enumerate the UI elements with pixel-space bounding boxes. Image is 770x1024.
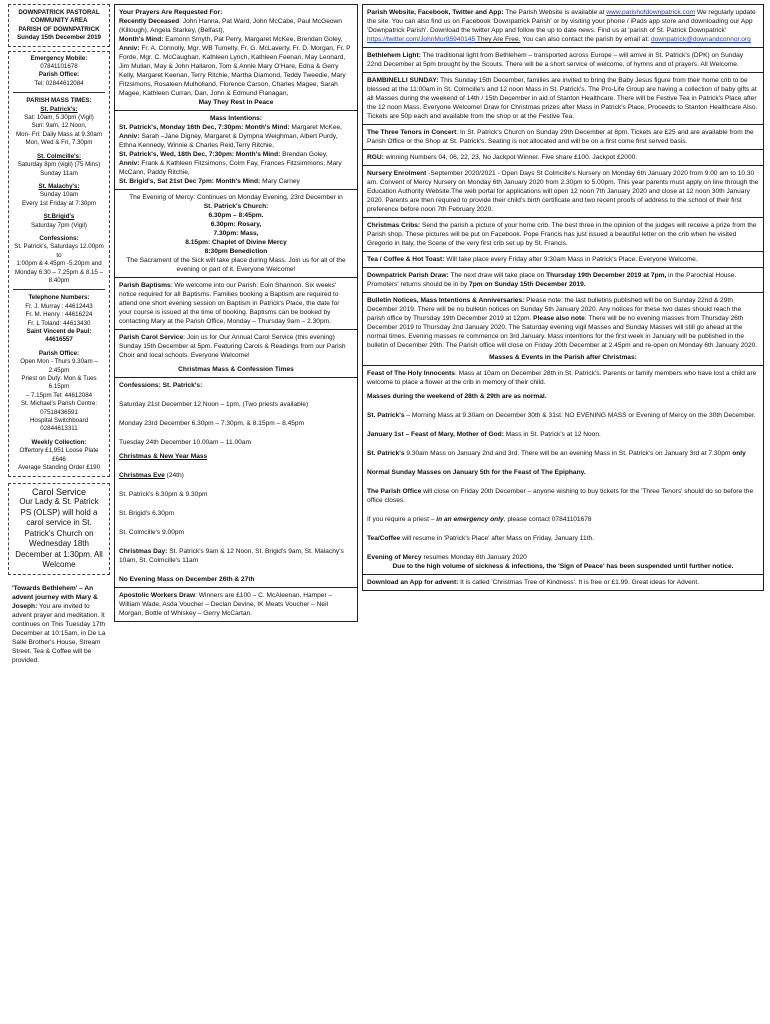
rgu-text: winning Numbers 04, 06, 22, 23, No Jackpot Winner. Five share £100. Jackpot £2000.	[383, 154, 638, 161]
mass-line: Sat: 10am, 5.30pm (Vigil)	[24, 114, 94, 122]
app-label: Download an App for advent:	[367, 579, 459, 586]
draw-box	[362, 268, 764, 293]
xmas-title: Christmas Mass & Confession Times	[178, 366, 294, 373]
website-link[interactable]: www.parishofdownpatrick.com	[606, 9, 695, 16]
priest-text: If you require a priest –	[367, 516, 437, 523]
journey-body: You are invited to advent prayer and meditation. It continues on This Tuesday 17th December at 10:15am, in De La Salle Brother's House, Stream Street. Tea & Coffee will be provided.	[12, 602, 106, 664]
draw-text: The next draw will take place on	[448, 272, 547, 279]
after-christmas-box	[362, 366, 764, 575]
months-mind-label: Month's Mind:	[119, 36, 164, 43]
confession-line: Monday 6:30 – 7.25pm & 8.15 –	[14, 268, 104, 276]
deceased-label: Recently Deceased	[119, 18, 180, 25]
normal-line: Normal Sunday Masses on January 5th for the Feast of The Epiphany.	[367, 469, 586, 476]
header-line: DOWNPATRICK PASTORAL	[18, 9, 100, 16]
office-line: Priest on Duty: Mon & Tues 6.15pm	[21, 375, 97, 391]
office-line: 07518436591	[40, 408, 78, 416]
sign-peace: Due to the high volume of sickness & infections, the 'Sign of Peace' has been suspended until further notice.	[392, 563, 734, 570]
baptisms-label: Parish Baptisms	[119, 282, 171, 289]
mercy-line: 8.15pm: Chaplet of Divine Mercy	[185, 239, 287, 246]
confession-line: 1:00pm & 4.45pm -5.20pm and	[16, 260, 102, 268]
mercy-resume-text: resumes Monday 6th January 2020	[421, 554, 527, 561]
stp-text: – Morning Mass at 9.30am on December 30th & 31st. NO EVENING MASS or Evening of Mercy on the 30th December.	[404, 412, 756, 419]
carol-label: Parish Carol Service	[119, 334, 184, 341]
stp2-text: 9.30am Mass on January 2nd and 3rd. There will be an evening Mass in St. Patrick's on January 3rd at 7.30pm	[404, 450, 733, 457]
intention-bold: St. Patrick's, Monday 16th Dec, 7:30pm: Month's Mind:	[119, 124, 290, 131]
weekly-line: Offertory £1,951 Loose Plate £646	[19, 447, 99, 463]
website-text: The Parish Website is available at	[503, 9, 607, 16]
right-column	[362, 4, 764, 591]
intention-text: Margaret McKee,	[289, 124, 342, 131]
emergency-number: 07841101678	[40, 63, 78, 71]
jan1-label: January 1st – Feast of Mary, Mother of God:	[367, 431, 504, 438]
eve-line: St. Patrick's 6.30pm & 9.30pm	[119, 491, 208, 498]
mercy-church: St. Patrick's Church:	[203, 203, 269, 210]
cribs-box	[362, 218, 764, 252]
church-title: St. Patrick's:	[40, 105, 78, 113]
bulletin-page	[4, 4, 766, 1020]
intention-bold: Anniv:	[119, 160, 140, 167]
weekend-line: Masses during the weekend of 28th & 29th are as normal.	[367, 393, 547, 400]
eve-line: St. Colmcille's 9.00pm	[119, 529, 185, 536]
header-line: PARISH OF DOWNPATRICK	[18, 25, 100, 33]
innocents-label: Feast of The Holy Innocents	[367, 370, 455, 377]
twitter-link[interactable]: https://twitter.com/JohnMur95940145	[367, 36, 476, 43]
emergency-label: Emergency Mobile:	[30, 54, 88, 62]
bethlehem-journey	[8, 581, 110, 668]
office-tel: Tel: 02844612084	[34, 79, 84, 87]
confession-line: 8.40pm	[48, 276, 70, 284]
draw-bold: Thursday 19th December 2019 at 7pm,	[546, 272, 667, 279]
mass-line: Sunday 10am	[39, 191, 79, 199]
priest-text: , please contact 07841101678	[503, 516, 592, 523]
anniv-label: Anniv:	[119, 45, 140, 52]
carol-body: Our Lady & St. Patrick PS (OLSP) will hold a carol service in St. Patrick's Church on Wednesday 18th December at 1:30pm. All Welcome	[15, 497, 103, 569]
intentions-title: Mass Intentions:	[209, 115, 263, 122]
tea-text: Will take place every Friday after 9:30am Mass in Patrick's Place. Everyone Welcome.	[444, 256, 698, 263]
bulletin-text: Please note: the last bulletins published will be on Sunday 22nd & 29th December 2019. There will be no bulletin notices on Sunday 5th January 2020. Any notices for these two dates should reach the parish office by Thursday 19th December 2019 at 12pm.	[367, 297, 742, 322]
xmas-eve-suffix: (24th)	[164, 472, 184, 479]
church-title: St. Malachy's:	[38, 182, 80, 190]
telephone-line: Fr. M. Henry : 44616224	[25, 311, 93, 319]
mass-line: Sunday 11am	[40, 169, 78, 177]
mercy-outro: The Sacrament of the Sick will take place during Mass. Join us for all of the evening or part of it. Everyone Welcome!	[126, 257, 346, 273]
bambinelli-text: This Sunday 15th December, families are invited to bring the Baby Jesus figure from their home crib to be blessed at the 11:00am in St. Colmcille's and 12 noon Mass in St. Patrick's. The Pro-Life Group are having a collection of baby gifts at all Masses during the weekend of 14th / 15th December in aid of Stanton Healthcare. There will be Festive Tea in Patrick's Place after the 12 noon Mass. Everyone Welcome! Draw for Christmas prizes after Mass in Patrick's Place, Proceeds to Stanton Healthcare Also. Tickets are 50p each and available from the shop or at the Festive Tea.	[367, 77, 758, 120]
intentions-box	[114, 111, 358, 190]
bulletin-box	[362, 293, 764, 366]
rgu-label: RGU:	[367, 154, 384, 161]
draw-text: in the Parochial House. Promoters' returns should be in by	[367, 272, 737, 288]
office-close-text: will close on Friday 20th December – anyone wishing to buy tickets for the 'Three Tenors' should do so before the office closes.	[367, 488, 754, 504]
bulletin-bold: Please also note	[533, 315, 585, 322]
email-link[interactable]: downpatrick@downandconnor.org	[650, 36, 751, 43]
office-line: Open Mon - Thurs 9.30am –	[20, 358, 98, 366]
website-label: Parish Website, Facebook, Twitter and App:	[367, 9, 504, 16]
priest-bold: in an emergency only	[436, 516, 504, 523]
mass-line: Mon- Fri: Daily Mass at 9.30am	[16, 130, 102, 138]
confessions-head: Confessions: St. Patrick's:	[119, 382, 203, 389]
bethlehem-light-box	[362, 48, 764, 73]
mass-times-box	[8, 51, 110, 477]
intention-text: Brendan Goley,	[280, 151, 328, 158]
weekly-title: Weekly Collection:	[31, 438, 87, 446]
tea-label: Tea / Coffee & Hot Toast:	[367, 256, 445, 263]
carol-service-box	[8, 483, 110, 575]
office-line: 2:45pm	[48, 366, 70, 374]
mercy-resume-label: Evening of Mercy	[367, 554, 422, 561]
carol-box	[114, 330, 358, 378]
bulletin-label: Bulletin Notices, Mass Intentions & Anniversaries:	[367, 297, 525, 304]
telephone-line: Fr. J. Murray : 44612443	[25, 302, 93, 310]
apostolic-text: : Winners are £100 – C. McAleenan, Hamper – William Wade, Asda Voucher – Declan Devine, IK Meats Voucher – Neil Morgan, Bottle of Whiskey – Gerry McCartan.	[119, 592, 333, 617]
tenors-label: The Three Tenors in Concert	[367, 129, 457, 136]
mass-line: Saturday 7pm (Vigil)	[31, 221, 87, 229]
office-line: 02844613311	[40, 425, 78, 433]
office-line: – 7.15pm Tel: 44612084	[25, 391, 93, 399]
website-text: They Are Free.	[475, 36, 521, 43]
intention-bold: St. Brigid's, Sat 21st Dec 7pm: Month's Mind:	[119, 178, 261, 185]
mass-line: Saturday 8pm (vigil) (75 Mins)	[17, 161, 101, 169]
parish-office-title: Parish Office:	[38, 349, 80, 357]
church-title: St.Brigid's	[43, 213, 75, 221]
telephone-line: Fr. L Toland: 44613430	[27, 319, 91, 327]
nursery-text: -September 2020/2021 - Open Days St Colmcille's Nursery on Monday 6th January 2020 from 9.00 am to 10.30 am. Convent of Mercy Nursery on Monday 6th January 2020 from 2.30pm to 5.00pm. This year parents must apply on line through the Education Authority Website.The web portal for applications will open 12 noon 7th January 2020 and close at 12 noon 30th January 2020. Parents are then required to provide their child's birth certificate and two recent proofs of address to the school of their first preference before noon 7th February 2020.	[367, 170, 759, 213]
rip-line: May They Rest In Peace	[198, 99, 274, 106]
xmas-day-label: Christmas Day:	[119, 548, 168, 555]
office-label: Parish Office:	[38, 71, 80, 79]
xmas-ny-head: Christmas & New Year Mass	[119, 453, 208, 460]
apostolic-label: Apostolic Workers Draw	[119, 592, 196, 599]
intention-text: Frank & Kathleen Fitzsimons, Colm Fay, Frances Fitzsimmons, Mary McCann, Paddy Ritchie,	[119, 160, 342, 176]
confession-line: St. Patrick's, Saturdays 12.00pm to	[14, 243, 104, 259]
intention-bold: Anniv:	[119, 133, 140, 140]
office-line: Hospital Switchboard	[29, 417, 89, 425]
months-mind-text: Eamonn Smyth, Pat Perry, Margaret McKee, Brendan Goley,	[163, 36, 343, 43]
website-box	[362, 4, 764, 48]
baptisms-text: : We welcome into our Parish: Eoin Shannon. Six weeks' notice required for all Baptisms. Families booking a Baptism are required to attend one short evening session on Baptism in Patrick's Place, the date for your course is issued at the time of booking. Baptisms can be booked by contacting Mary at the Parish Office, Monday – Thursday 9am – 2.30pm.	[119, 282, 340, 325]
apostolic-box	[114, 588, 358, 622]
left-column	[8, 4, 110, 668]
rgu-box	[362, 150, 764, 166]
teacoffee-label: Tea/Coffee	[367, 535, 401, 542]
church-title: St. Colmcille's:	[36, 152, 82, 160]
tenors-text: : In St. Patrick's Church on Sunday 29th December at 8pm. Tickets are £25 and are available from the Parish Office or the Shop at St. Patrick's. Seating is not allocated and will be on a first come first served basis.	[367, 129, 754, 145]
stp2-label: St. Patrick's	[367, 450, 405, 457]
conf-line: Saturday 21st December 12 Noon – 1pm, (Two priests available)	[119, 401, 309, 408]
baptisms-box	[114, 278, 358, 330]
nursery-box	[362, 166, 764, 218]
jan1-text: Mass in St. Patrick's at 12 Noon.	[503, 431, 601, 438]
mass-line: Sun: 9am, 12 Noon,	[31, 122, 87, 130]
prayers-box	[114, 4, 358, 111]
carol-title: Carol Service	[31, 486, 87, 497]
cribs-text: Send the parish a picture of your home crib. The best three in the opinion of the judges will receive a prize from the Parish shop. These pictures will be put on Facebook. Pope Francis has just issued a beautiful letter on the crib when he visited Gregorio in Italy, the Scene of the very first crib set up by St. Francis.	[367, 222, 757, 247]
middle-column	[114, 4, 358, 622]
no-evening: No Evening Mass on December 26th & 27th	[119, 576, 255, 583]
tenors-box	[362, 125, 764, 150]
mercy-intro: The Evening of Mercy: Continues on Monday Evening, 23rd December in	[129, 194, 343, 201]
eve-line: St. Brigid's 6.30pm	[119, 510, 175, 517]
intention-bold: St. Patrick's, Wed, 18th Dec, 7:30pm: Month's Mind:	[119, 151, 281, 158]
bethlehem-text: The traditional light from Bethlehem – transported across Europe – will arrive in St. Patrick's (DPK) on Sunday 22nd December at 5pm brought by the Scouts. There will be a short service of welcome, of hymns and of prayers. All Welcome.	[367, 52, 744, 68]
intention-text: Sarah –Jane Digney, Margaret & Dympna Weighman, Albert Purdy, Ethna Kennedy, Winnie & Charles Reid,Terry Ritchie,	[119, 133, 338, 149]
mercy-line: 7.30pm: Mass,	[213, 230, 259, 237]
office-line: St. Michael's Parish Centre:	[20, 400, 98, 408]
header-date: Sunday 15th December 2019	[17, 34, 101, 42]
mass-times-title: PARISH MASS TIMES:	[26, 97, 92, 105]
weekly-line: Average Standing Order £190	[17, 464, 101, 472]
bambinelli-label: BAMBINELLI SUNDAY:	[367, 77, 439, 84]
website-text: You can also contact the parish by email at:	[520, 36, 651, 43]
mercy-box	[114, 190, 358, 278]
confessions-title: Confessions:	[39, 234, 79, 242]
stp-label: St. Patrick's	[367, 412, 405, 419]
nursery-label: Nursery Enrolment	[367, 170, 427, 177]
website-text: We regularly update the site. You can also find us on Facebook 'Downpatrick Parish' or by visiting your phone / iPads app store and downloading our App 'Downpatrick Parish'. Download the twitter App and follow the up to date news. Find us at 'parish of St. Patrick Downpatrick'	[367, 9, 756, 34]
deceased-text: : John Hanna, Pat Ward, John McCabe, Paul McGeown (Killough), Angela Starkey, (Belfast),	[119, 18, 342, 34]
prayers-title: Your Prayers Are Requested For:	[119, 9, 223, 16]
carol-text: : Join us for Our Annual Carol Service (this evening) Sunday 15th December at 5pm. Featuring Carols & Readings from our Parish Choir and local schools. Everyone Welcome!	[119, 334, 346, 359]
tea-box	[362, 252, 764, 268]
xmas-times-box	[114, 378, 358, 588]
conf-line: Monday 23rd December 6.30pm – 7.30pm, & 8.15pm – 8.45pm	[119, 420, 305, 427]
intention-text: Mary Carney	[260, 178, 300, 185]
bulletin-text: : There will be no evening masses from Thursday 26th December 2019 to Thursday 2nd January 2020. The Saturday evening vigil Masses and Sunday Masses will still go ahead at the normal times. Evening masses re commence on 3rd January. Mass intentions for the first week in January will be published in the bulletin of December 29th. The Parish office will close on Friday 20th December at 2.45pm and re-open on Monday 6th January 2020.	[367, 315, 758, 349]
mercy-line: 6.30pm – 8:45pm.	[208, 212, 264, 219]
office-close-label: The Parish Office	[367, 488, 422, 495]
bethlehem-label: Bethlehem Light:	[367, 52, 421, 59]
mass-line: Every 1st Friday at 7:30pm	[22, 199, 96, 207]
telephone-title: Telephone Numbers:	[28, 294, 90, 302]
xmas-day-text: St. Patrick's 9am & 12 Noon, St. Brigid's 9am, St. Malachy's 10am, St. Colmcille's 11am	[119, 548, 344, 564]
mercy-line: 8:30pm Benediction	[204, 248, 268, 255]
mercy-line: 6.30pm: Rosary,	[210, 221, 262, 228]
conf-line: Tuesday 24th December 10.00am – 11.00am	[119, 439, 251, 446]
cribs-label: Christmas Cribs:	[367, 222, 421, 229]
header-line: COMMUNITY AREA	[30, 17, 88, 25]
stp2-bold: only	[732, 450, 746, 457]
xmas-eve-head: Christmas Eve	[119, 472, 165, 479]
bambinelli-box	[362, 73, 764, 125]
app-box	[362, 575, 764, 591]
innocents-text: : Mass at 10am on December 28th in St. Patrick's. Parents or family members who have lost a child are welcome to place a flower at the crib in memory of their child.	[367, 370, 757, 386]
mass-line: Mon, Wed & Fri, 7.30pm	[25, 139, 93, 147]
anniv-text: Fr. A. Connolly, Mgr. WB Tumelty, Fr. G. McLaverty, Fr. D. Morgan, Fr. P Forde, Mgr. C. McCaughan, Kathleen Lynch, Kathleen Feenan, May Leonard, Jim Mullan, May & John Hallaron, Tom & Annie Mary O'Hare, Edna & Gerry Kelly, Margaret Keenan, Terry Ritchie, Martha Diamond, Teddy Tweedie, Mary Fitzsimons, Rosaleen Mulholland, Florence Carson, Charles Magee, Sarah Magee, Kathleen Curran, Dan, John & Edmund Flanagan,	[119, 45, 351, 97]
teacoffee-text: will resume in 'Patrick's Place' after Mass on Friday, January 11th.	[400, 535, 594, 542]
journey-title: 'Towards Bethlehem' – An advent journey with Mary & Joseph:	[12, 584, 98, 610]
parish-header	[8, 4, 110, 47]
draw-label: Downpatrick Parish Draw:	[367, 272, 449, 279]
app-text: It is called 'Christmas Tree of Kindness'. It is free or £1.99. Great ideas for Advent.	[458, 579, 700, 586]
masses-events-title: Masses & Events in the Parish after Christmas:	[489, 354, 637, 361]
draw-bold: 7pm on Sunday 15th December 2019.	[469, 281, 586, 288]
svdp-line: Saint Vincent de Paul: 44616557	[26, 328, 92, 344]
